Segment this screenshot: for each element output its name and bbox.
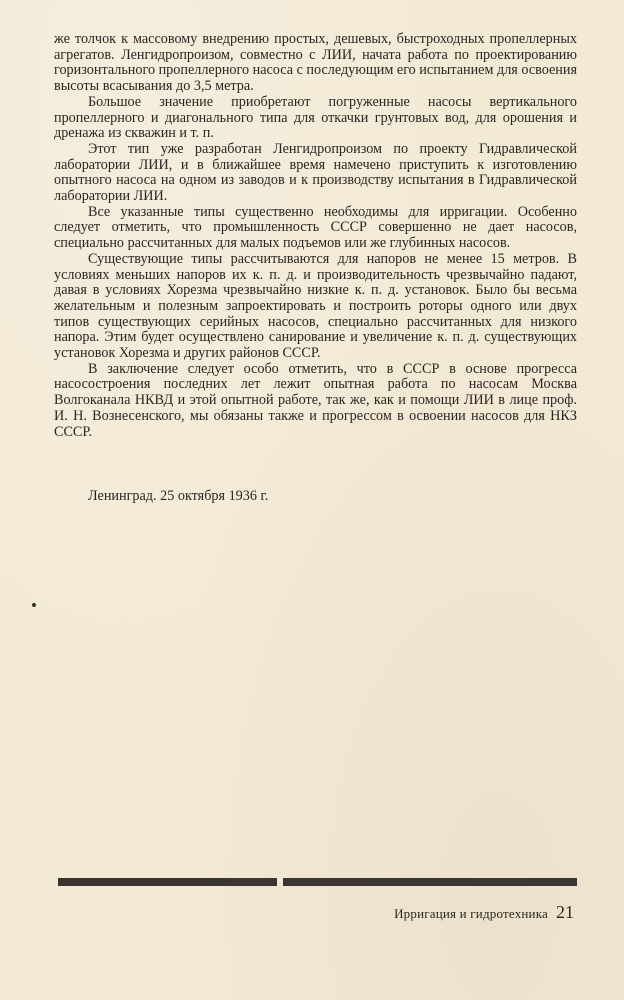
page-number: 21: [556, 902, 574, 922]
journal-title: Ирригация и гидротехника: [394, 906, 548, 921]
paragraph-4: Все указанные типы существенно необходимы для ирригации. Особенно следует отметить, что промышленность СССР совершенно не дает насосов, специально рассчитанных для малых подъемов или же глубинных насосов.: [54, 203, 577, 252]
paragraph-5: Существующие типы рассчитываются для напоров не менее 15 метров. В условиях меньших напоров их к. п. д. и производительность чрезвычайно падают, давая в условиях Хорезма чрезвычайно низкие к. п. д. установок. Было бы весьма желательным и полезным запроектировать и построить роторы одного или двух типов существующих серийных насосов, специально рассчитанных для низкого напора. Этим будет осуществлено санирование и увеличение к. п. д. существующих установок Хорезма и других районов СССР.: [54, 250, 577, 362]
paragraph-2: Большое значение приобретают погруженные насосы вертикального пропеллерного и диагонального типа для откачки грунтовых вод, для орошения и дренажа из скважин и т. п.: [54, 93, 577, 142]
footer-rule-right: [283, 878, 577, 886]
paragraph-6: В заключение следует особо отметить, что в СССР в основе прогресса насосостроения последних лет лежит опытная работа по насосам Москва Волгоканала НКВД и этой опытной работе, так же, как и помощи ЛИИ в лице проф. И. Н. Вознесенского, мы обязаны также и прогрессом в освоении насосов для НКЗ СССР.: [54, 360, 577, 440]
page-footer: [394, 902, 574, 923]
footer-rule-left: [58, 878, 277, 886]
article-body: [54, 32, 577, 440]
paragraph-3: Этот тип уже разработан Ленгидропроизом по проекту Гидравлической лаборатории ЛИИ, и в ближайшее время намечено приступить к изготовлению опытного насоса на одном из заводов и к производству испытания в Гидравлической лаборатории ЛИИ.: [54, 140, 577, 205]
place-date-signoff: Ленинград. 25 октября 1936 г.: [88, 488, 269, 504]
paragraph-1: же толчок к массовому внедрению простых, дешевых, быстроходных пропеллерных агрегатов. Ленгидропроизом, совместно с ЛИИ, начата работа по проектированию горизонтального пропеллерного насоса с последующим его испытанием для освоения высоты всасывания до 3,5 метра.: [54, 31, 577, 95]
ink-speck: [32, 603, 36, 607]
